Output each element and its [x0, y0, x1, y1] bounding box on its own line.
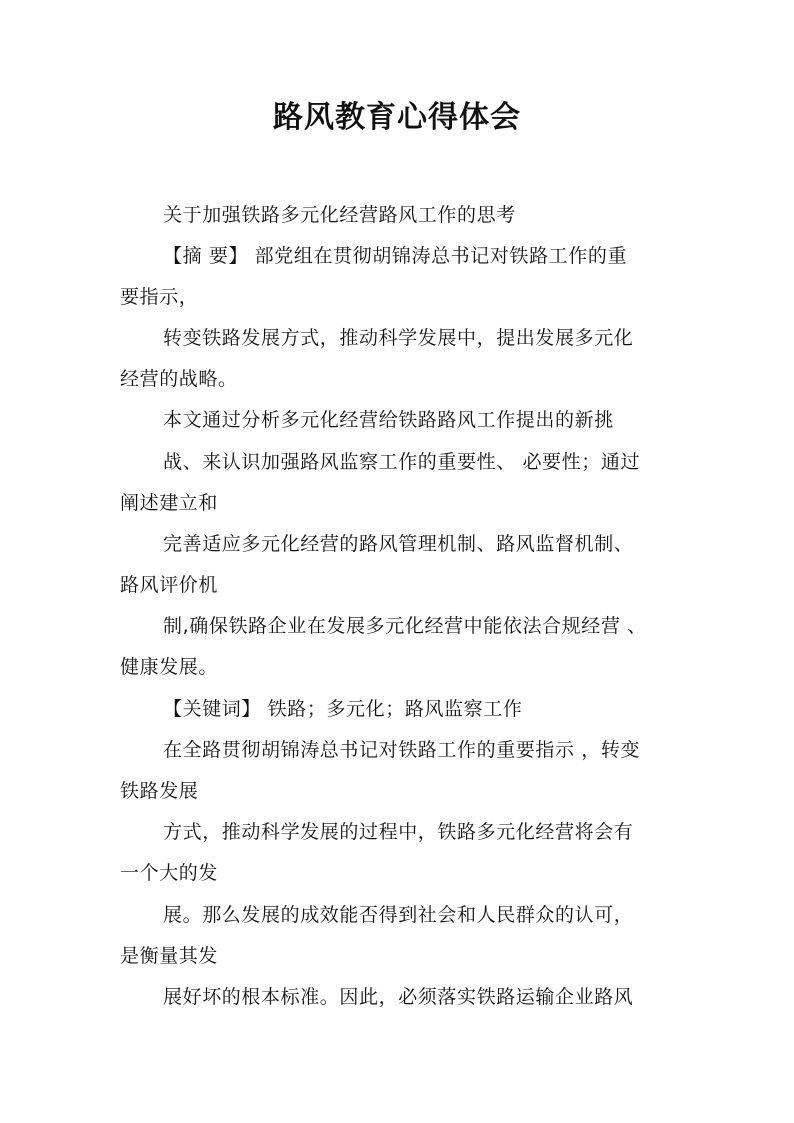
- paragraph-line: 经营的战略。: [120, 368, 238, 390]
- paragraph-line: 要指示，: [120, 286, 199, 308]
- paragraph-line: 路风评价机: [120, 574, 219, 596]
- paragraph-line: 展好坏的根本标准。因此，必须落实铁路运输企业路风: [163, 986, 634, 1008]
- paragraph-line: 阐述建立和: [120, 492, 219, 514]
- document-title: 路风教育心得体会: [273, 100, 521, 135]
- paragraph-line: 【摘 要】 部党组在贯彻胡锦涛总书记对铁路工作的重: [163, 245, 628, 267]
- paragraph-line: 在全路贯彻胡锦涛总书记对铁路工作的重要指示 ，转变: [163, 739, 641, 761]
- paragraph-line: 铁路发展: [120, 780, 199, 802]
- paragraph-line: 是衡量其发: [120, 945, 219, 967]
- paragraph-line: 本文通过分析多元化经营给铁路路风工作提出的新挑: [163, 409, 614, 431]
- paragraph-line: 展。那么发展的成效能否得到社会和人民群众的认可，: [163, 904, 634, 926]
- paragraph-line: 制,确保铁路企业在发展多元化经营中能依法合规经营 、: [163, 615, 647, 637]
- paragraph-line: 转变铁路发展方式，推动科学发展中，提出发展多元化: [163, 327, 634, 349]
- paragraph-line: 战、来认识加强路风监察工作的重要性、 必要性；通过: [163, 451, 641, 473]
- paragraph-line: 完善适应多元化经营的路风管理机制、路风监督机制、: [163, 533, 634, 555]
- paragraph-line: 健康发展。: [120, 656, 219, 678]
- paragraph-line: 关于加强铁路多元化经营路风工作的思考: [163, 204, 516, 226]
- paragraph-line: 方式，推动科学发展的过程中，铁路多元化经营将会有: [163, 821, 634, 843]
- paragraph-line: 一个大的发: [120, 862, 219, 884]
- paragraph-line: 【关键词】 铁路；多元化；路风监察工作: [163, 698, 523, 720]
